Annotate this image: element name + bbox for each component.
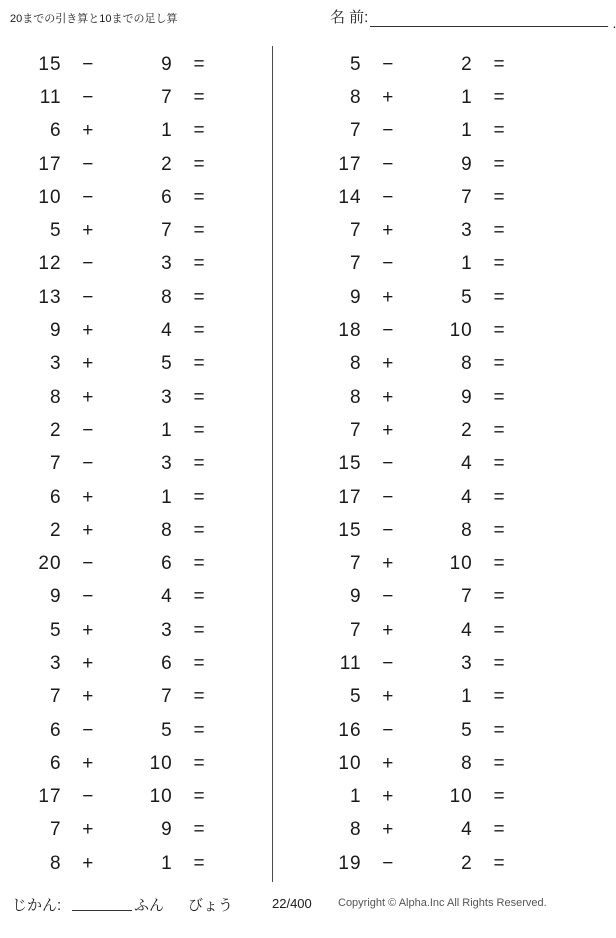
operand-first: 8 [349,386,362,408]
operand-first: 7 [49,819,62,841]
operand-first: 11 [39,86,62,108]
operand-first: 10 [338,752,362,774]
operand-first: 7 [349,553,362,575]
operand-second: 3 [461,220,473,242]
operator-symbol: + [82,386,95,408]
problem-row [300,348,572,381]
operand-first: 17 [38,153,62,175]
operand-second: 3 [161,453,173,475]
equals-symbol: = [193,686,206,708]
operand-first: 9 [349,286,362,308]
problem-row [300,248,572,281]
operand-first: 2 [49,419,62,441]
operand-first: 9 [349,586,362,608]
operator-symbol: + [382,286,395,308]
problem-row [300,281,572,314]
operand-second: 3 [161,253,173,275]
operand-first: 6 [49,752,62,774]
operand-first: 9 [49,586,62,608]
problem-row [0,448,272,481]
operand-first: 8 [349,86,362,108]
operator-symbol: + [82,819,95,841]
operand-second: 2 [461,852,473,874]
equals-symbol: = [193,120,206,142]
operator-symbol: + [382,686,395,708]
operand-second: 6 [161,652,173,674]
operand-first: 7 [349,253,362,275]
equals-symbol: = [193,819,206,841]
problem-row [300,747,572,780]
operand-second: 8 [461,519,473,541]
operator-symbol: + [82,619,95,641]
operator-symbol: + [82,519,95,541]
problem-row [300,481,572,514]
operand-first: 7 [349,220,362,242]
operand-second: 3 [461,652,473,674]
problem-row [0,348,272,381]
operand-second: 9 [461,153,473,175]
problem-row [0,814,272,847]
operand-second: 3 [161,386,173,408]
equals-symbol: = [193,553,206,575]
problem-row [0,714,272,747]
problem-row [300,647,572,680]
operator-symbol: + [382,786,395,808]
equals-symbol: = [193,719,206,741]
operand-second: 2 [461,419,473,441]
equals-symbol: = [193,386,206,408]
operand-second: 10 [449,553,473,575]
equals-symbol: = [193,752,206,774]
operator-symbol: − [382,852,395,874]
operator-symbol: + [82,486,95,508]
time-label: じかん: [12,897,62,914]
operand-second: 1 [461,686,473,708]
problem-row [300,514,572,547]
operator-symbol: + [82,220,95,242]
operator-symbol: − [82,153,95,175]
problem-row [300,148,572,181]
equals-symbol: = [493,786,506,808]
operand-first: 11 [339,652,362,674]
problem-row [300,314,572,347]
operand-second: 1 [461,120,473,142]
problem-row [300,781,572,814]
operand-second: 7 [161,86,173,108]
operator-symbol: + [382,419,395,441]
operand-first: 2 [49,519,62,541]
problem-row [300,681,572,714]
equals-symbol: = [493,353,506,375]
equals-symbol: = [493,586,506,608]
problem-row [0,381,272,414]
equals-symbol: = [493,320,506,342]
operand-second: 1 [161,852,173,874]
equals-symbol: = [493,120,506,142]
operand-second: 5 [161,353,173,375]
equals-symbol: = [493,553,506,575]
worksheet-header [0,0,616,40]
operand-second: 7 [161,686,173,708]
operand-first: 20 [38,553,62,575]
minutes-input[interactable] [72,910,132,911]
operator-symbol: + [82,752,95,774]
operator-symbol: − [82,286,95,308]
problem-row [300,581,572,614]
operand-second: 2 [161,153,173,175]
equals-symbol: = [493,220,506,242]
equals-symbol: = [493,719,506,741]
operator-symbol: + [82,120,95,142]
operand-first: 17 [338,486,362,508]
equals-symbol: = [493,153,506,175]
operand-second: 7 [161,220,173,242]
operator-symbol: + [382,819,395,841]
operand-first: 5 [49,220,62,242]
problem-row [300,814,572,847]
equals-symbol: = [193,53,206,75]
operand-first: 7 [349,120,362,142]
operand-second: 10 [449,786,473,808]
right-column [300,48,572,880]
operand-first: 19 [338,852,362,874]
operand-first: 8 [349,353,362,375]
problem-row [0,281,272,314]
operand-second: 8 [461,752,473,774]
name-label: 名 前: [330,9,369,26]
operand-second: 4 [461,819,473,841]
problem-row [0,781,272,814]
operator-symbol: + [382,752,395,774]
operator-symbol: + [82,353,95,375]
operand-second: 9 [161,53,173,75]
problem-row [0,747,272,780]
minutes-unit-label: ふん [134,897,165,914]
operand-second: 8 [161,519,173,541]
equals-symbol: = [193,353,206,375]
equals-symbol: = [493,253,506,275]
operand-first: 15 [338,453,362,475]
operand-second: 1 [461,86,473,108]
operand-first: 15 [338,519,362,541]
operand-first: 8 [49,852,62,874]
operator-symbol: + [382,553,395,575]
page-number: 22/400 [272,896,312,911]
operand-second: 6 [161,186,173,208]
operator-symbol: − [382,320,395,342]
operand-first: 6 [49,120,62,142]
problem-row [0,647,272,680]
operator-symbol: − [382,153,395,175]
operand-second: 5 [461,286,473,308]
equals-symbol: = [193,652,206,674]
operand-second: 4 [161,586,173,608]
equals-symbol: = [193,486,206,508]
operand-second: 6 [161,553,173,575]
operator-symbol: − [382,586,395,608]
operand-second: 8 [161,286,173,308]
problem-row [0,847,272,880]
equals-symbol: = [493,686,506,708]
left-column [0,48,272,880]
operand-second: 1 [461,253,473,275]
operator-symbol: − [382,652,395,674]
problem-row [0,614,272,647]
operand-first: 10 [38,186,62,208]
operand-second: 4 [461,486,473,508]
operator-symbol: − [82,53,95,75]
equals-symbol: = [193,419,206,441]
equals-symbol: = [193,852,206,874]
operator-symbol: − [82,419,95,441]
problem-row [0,214,272,247]
seconds-unit-label: びょう [188,897,234,914]
problem-row [0,547,272,580]
operand-first: 6 [49,719,62,741]
operand-first: 7 [49,686,62,708]
equals-symbol: = [193,220,206,242]
operand-second: 8 [461,353,473,375]
problem-row [300,381,572,414]
operator-symbol: − [382,719,395,741]
operand-first: 3 [49,353,62,375]
equals-symbol: = [493,819,506,841]
operand-first: 18 [338,320,362,342]
operator-symbol: + [382,386,395,408]
operand-first: 5 [349,686,362,708]
operand-first: 9 [49,320,62,342]
operand-second: 2 [461,53,473,75]
operator-symbol: − [82,86,95,108]
operand-first: 17 [38,786,62,808]
equals-symbol: = [193,86,206,108]
operand-first: 13 [38,286,62,308]
problem-row [0,148,272,181]
operator-symbol: + [382,220,395,242]
equals-symbol: = [493,752,506,774]
operand-second: 7 [461,586,473,608]
problem-row [300,448,572,481]
operator-symbol: − [382,120,395,142]
problem-row [300,181,572,214]
problem-row [0,248,272,281]
operand-second: 1 [161,120,173,142]
operator-symbol: − [382,186,395,208]
worksheet-footer [0,892,600,920]
equals-symbol: = [493,453,506,475]
operator-symbol: + [82,686,95,708]
operand-first: 7 [49,453,62,475]
copyright-notice: Copyright © Alpha.Inc All Rights Reserved. [338,897,547,909]
operator-symbol: − [382,519,395,541]
operator-symbol: − [382,53,395,75]
problem-row [0,314,272,347]
operator-symbol: − [382,486,395,508]
equals-symbol: = [493,53,506,75]
operator-symbol: + [382,619,395,641]
problem-row [0,414,272,447]
problem-row [300,614,572,647]
equals-symbol: = [493,519,506,541]
operand-second: 4 [161,320,173,342]
operator-symbol: − [82,586,95,608]
equals-symbol: = [193,186,206,208]
operand-first: 7 [349,419,362,441]
operand-second: 9 [161,819,173,841]
name-input[interactable] [370,9,608,27]
operand-first: 8 [349,819,362,841]
operator-symbol: − [82,553,95,575]
problem-columns [0,48,600,880]
problem-row [0,681,272,714]
equals-symbol: = [193,286,206,308]
operator-symbol: − [382,253,395,275]
problem-row [0,48,272,81]
operand-second: 5 [461,719,473,741]
problem-row [0,581,272,614]
operand-first: 3 [49,652,62,674]
equals-symbol: = [193,153,206,175]
problem-row [0,481,272,514]
operator-symbol: + [82,652,95,674]
operator-symbol: + [82,852,95,874]
equals-symbol: = [493,186,506,208]
operator-symbol: − [82,253,95,275]
problem-row [300,547,572,580]
equals-symbol: = [493,286,506,308]
equals-symbol: = [193,453,206,475]
equals-symbol: = [193,519,206,541]
operand-first: 12 [38,253,62,275]
equals-symbol: = [193,586,206,608]
equals-symbol: = [493,386,506,408]
page-title: 20までの引き算と10までの足し算 [10,13,178,25]
operand-second: 1 [161,486,173,508]
problem-row [300,214,572,247]
equals-symbol: = [493,419,506,441]
problem-row [0,115,272,148]
operator-symbol: + [82,320,95,342]
operand-second: 10 [149,786,173,808]
problem-row [0,181,272,214]
operator-symbol: + [382,353,395,375]
operand-first: 15 [38,53,62,75]
operand-second: 5 [161,719,173,741]
equals-symbol: = [193,619,206,641]
operand-second: 3 [161,619,173,641]
equals-symbol: = [493,852,506,874]
equals-symbol: = [493,619,506,641]
equals-symbol: = [493,86,506,108]
operand-first: 7 [349,619,362,641]
operand-second: 4 [461,453,473,475]
equals-symbol: = [193,253,206,275]
problem-row [300,714,572,747]
operand-first: 6 [49,486,62,508]
operator-symbol: − [82,719,95,741]
name-field-group [330,6,616,31]
problem-row [300,48,572,81]
problem-row [300,115,572,148]
operand-second: 9 [461,386,473,408]
operand-first: 17 [338,153,362,175]
operand-second: 1 [161,419,173,441]
problem-row [300,414,572,447]
operator-symbol: − [382,453,395,475]
operand-second: 4 [461,619,473,641]
operand-first: 1 [349,786,362,808]
operand-second: 10 [449,320,473,342]
operand-first: 8 [49,386,62,408]
operand-second: 7 [461,186,473,208]
operand-first: 5 [49,619,62,641]
problem-row [300,81,572,114]
equals-symbol: = [193,786,206,808]
problem-row [0,514,272,547]
operator-symbol: − [82,786,95,808]
operator-symbol: + [382,86,395,108]
operand-second: 10 [149,752,173,774]
equals-symbol: = [493,486,506,508]
equals-symbol: = [193,320,206,342]
operand-first: 5 [349,53,362,75]
equals-symbol: = [493,652,506,674]
problem-row [0,81,272,114]
operand-first: 14 [338,186,362,208]
operator-symbol: − [82,453,95,475]
operator-symbol: − [82,186,95,208]
operand-first: 16 [338,719,362,741]
problem-row [300,847,572,880]
name-end-mark: . [612,15,616,31]
